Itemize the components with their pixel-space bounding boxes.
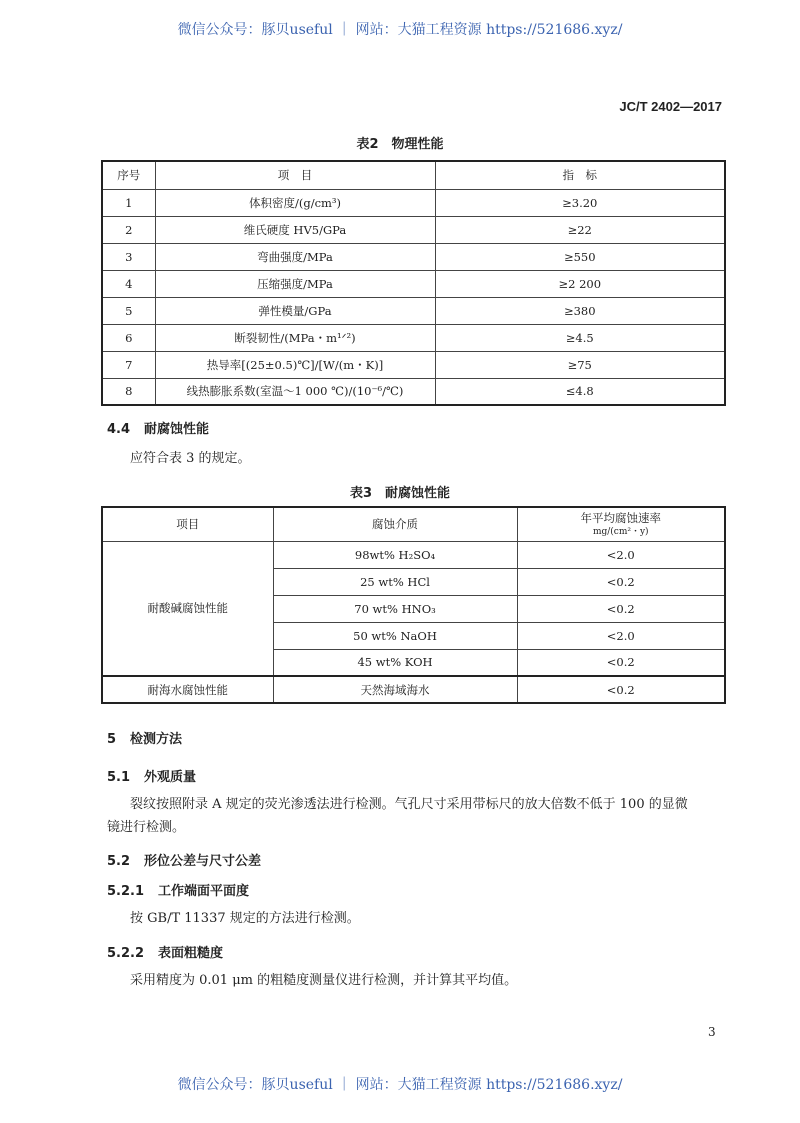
page-number: 3 — [708, 1025, 716, 1039]
section-title: 外观质量 — [144, 770, 197, 785]
cell: 3 — [102, 243, 155, 270]
section-number: 5.2.2 — [107, 946, 145, 961]
section-5-heading — [107, 728, 182, 747]
cell: 8 — [102, 378, 155, 405]
cell: 压缩强度/MPa — [155, 270, 435, 297]
table-row — [102, 189, 725, 216]
cell: ≥3.20 — [435, 189, 725, 216]
section-number: 4.4 — [107, 422, 131, 437]
cell: 4 — [102, 270, 155, 297]
cell: 断裂韧性/(MPa・m¹ᐟ²) — [155, 324, 435, 351]
watermark-bottom: 微信公众号：豚贝useful ｜ 网站：大猫工程资源 https://521686.xyz/ — [177, 1077, 623, 1093]
rate-label: 年平均腐蚀速率 — [580, 511, 661, 526]
section-title: 检测方法 — [130, 732, 183, 747]
header-item: 项目 — [102, 507, 273, 541]
section-title: 工作端面平面度 — [158, 884, 250, 899]
physical-properties-table — [101, 160, 726, 406]
header-item: 项 目 — [155, 161, 435, 189]
watermark-top: 微信公众号：豚贝useful ｜ 网站：大猫工程资源 https://521686.xyz/ — [177, 22, 623, 38]
section-5-2-heading — [107, 850, 261, 869]
cell: 6 — [102, 324, 155, 351]
cell: <0.2 — [517, 568, 725, 595]
section-5-2-2-text: 采用精度为 0.01 μm 的粗糙度测量仪进行检测，并计算其平均值。 — [130, 973, 518, 988]
cell: 98wt% H₂SO₄ — [273, 541, 517, 568]
cell: <0.2 — [517, 676, 725, 703]
header-medium: 腐蚀介质 — [273, 507, 517, 541]
table-row — [102, 324, 725, 351]
cell: 线热膨胀系数(室温～1 000 ℃)/(10⁻⁶/℃) — [155, 378, 435, 405]
cell: <0.2 — [517, 649, 725, 676]
table2-caption: 表2 物理性能 — [356, 137, 444, 152]
section-title: 表面粗糙度 — [158, 946, 224, 961]
cell: <0.2 — [517, 595, 725, 622]
section-title: 形位公差与尺寸公差 — [144, 854, 262, 869]
table-header-row — [102, 161, 725, 189]
cell: ≥380 — [435, 297, 725, 324]
table-row — [102, 270, 725, 297]
cell: <2.0 — [517, 541, 725, 568]
cell: 维氏硬度 HV5/GPa — [155, 216, 435, 243]
cell: 弹性模量/GPa — [155, 297, 435, 324]
section-4-4-text: 应符合表 3 的规定。 — [130, 451, 251, 466]
section-number: 5.1 — [107, 770, 131, 785]
table-row — [102, 351, 725, 378]
cell: 1 — [102, 189, 155, 216]
section-title: 耐腐蚀性能 — [144, 422, 210, 437]
cell: ≥4.5 — [435, 324, 725, 351]
corrosion-resistance-table — [101, 506, 726, 704]
section-number: 5 — [107, 732, 117, 747]
cell: 70 wt% HNO₃ — [273, 595, 517, 622]
cell: 天然海域海水 — [273, 676, 517, 703]
cell: 热导率[(25±0.5)℃]/[W/(m・K)] — [155, 351, 435, 378]
cell: <2.0 — [517, 622, 725, 649]
table3-caption: 表3 耐腐蚀性能 — [349, 486, 451, 501]
header-index: 序号 — [102, 161, 155, 189]
table-row — [102, 378, 725, 405]
table-row — [102, 541, 725, 568]
cell: ≥550 — [435, 243, 725, 270]
cell: ≥75 — [435, 351, 725, 378]
section-5-2-1-text: 按 GB/T 11337 规定的方法进行检测。 — [130, 911, 360, 926]
cell: 45 wt% KOH — [273, 649, 517, 676]
cell: ≥22 — [435, 216, 725, 243]
rate-unit: mg/(cm²・y) — [592, 527, 649, 538]
cell: ≥2 200 — [435, 270, 725, 297]
cell: 5 — [102, 297, 155, 324]
section-5-2-1-heading — [107, 880, 249, 899]
cell: 50 wt% NaOH — [273, 622, 517, 649]
cell: ≤4.8 — [435, 378, 725, 405]
table-row — [102, 216, 725, 243]
cell: 25 wt% HCl — [273, 568, 517, 595]
section-5-1-text: 裂纹按照附录 A 规定的荧光渗透法进行检测。气孔尺寸采用带标尺的放大倍数不低于 100 的显微镜进行检测。 — [107, 797, 688, 835]
section-number: 5.2 — [107, 854, 131, 869]
table-row — [102, 297, 725, 324]
section-4-4-heading — [107, 418, 209, 437]
table-header-row — [102, 507, 725, 541]
standard-number: JC/T 2402—2017 — [619, 99, 722, 114]
cell: 弯曲强度/MPa — [155, 243, 435, 270]
section-number: 5.2.1 — [107, 884, 145, 899]
cell: 体积密度/(g/cm³) — [155, 189, 435, 216]
cell: 7 — [102, 351, 155, 378]
group-seawater: 耐海水腐蚀性能 — [102, 676, 273, 703]
group-acid-alkali: 耐酸碱腐蚀性能 — [102, 541, 273, 676]
header-rate — [517, 507, 725, 541]
section-5-1-heading — [107, 766, 196, 785]
section-5-2-2-heading — [107, 942, 223, 961]
header-spec: 指 标 — [435, 161, 725, 189]
cell: 2 — [102, 216, 155, 243]
table-row — [102, 676, 725, 703]
table-row — [102, 243, 725, 270]
